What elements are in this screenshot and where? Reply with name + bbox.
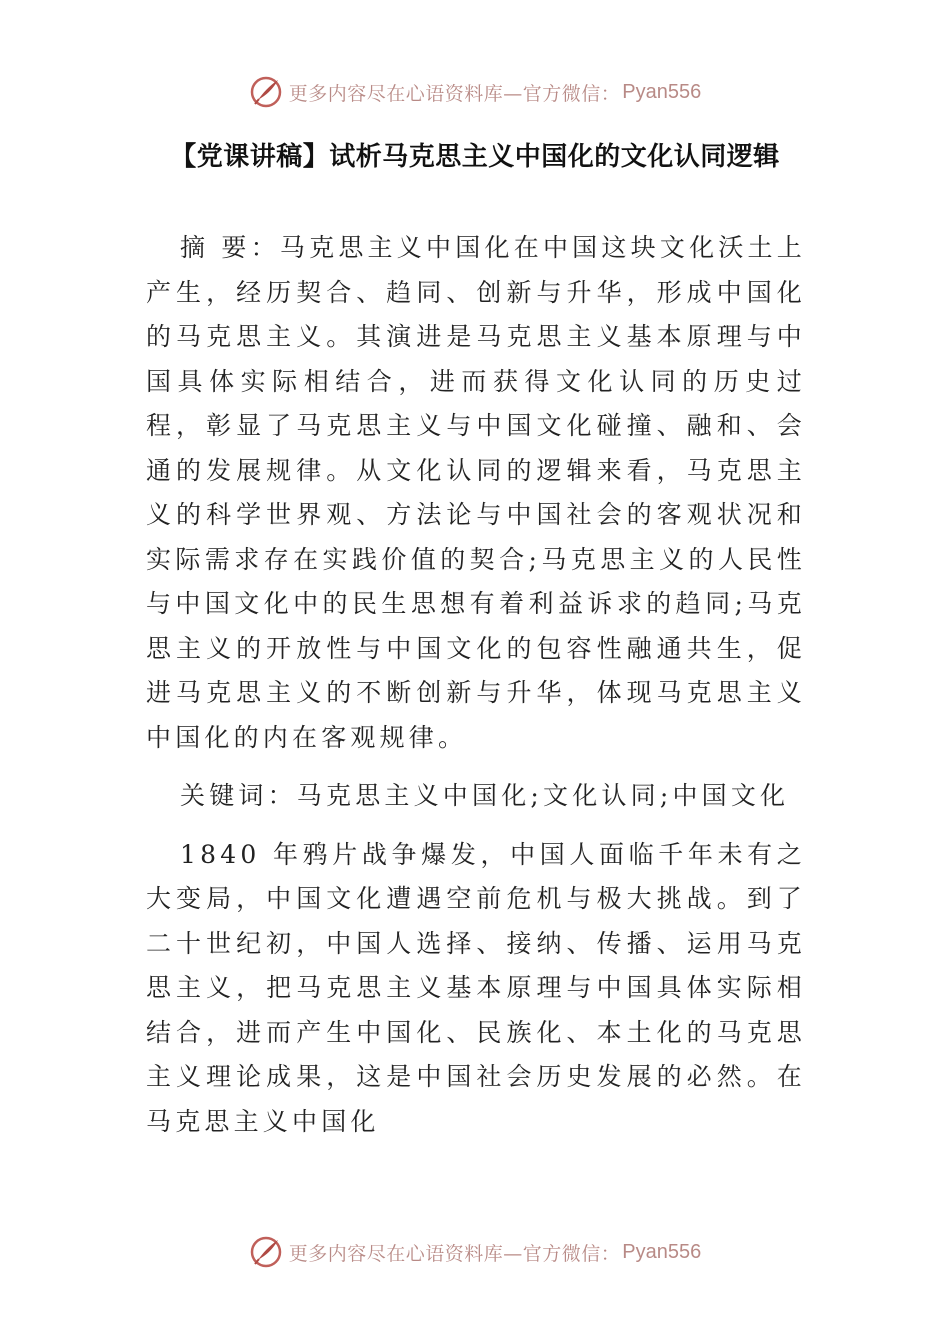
body-paragraph: 1840 年鸦片战争爆发，中国人面临千年未有之大变局，中国文化遭遇空前危机与极大挑战。到了二十世纪初，中国人选择、接纳、传播、运用马克思主义，把马克思主义基本原理与中国具体实际相结合，进而产生中国化、民族化、本土化的马克思主义理论成果，这是中国社会历史发展的必然。在马克思主义中国化 bbox=[146, 839, 806, 1136]
abstract-paragraph: 摘 要：马克思主义中国化在中国这块文化沃土上产生，经历契合、趋同、创新与升华，形成中国化的马克思主义。其演进是马克思主义基本原理与中国具体实际相结合，进而获得文化认同的历史过程，彰显了马克思主义与中国文化碰撞、融和、会通的发展规律。从文化认同的逻辑来看，马克思主义的科学世界观、方法论与中国社会的客观状况和实际需求存在实践价值的契合;马克思主义的人民性与中国文化中的民生思想有着利益诉求的趋同;马克思主义的开放性与中国文化的包容性融通共生，促进马克思主义的不断创新与升华，体现马克思主义中国化的内在客观规律。 bbox=[146, 233, 806, 752]
quill-logo-icon bbox=[249, 1235, 283, 1269]
document-title: 【党课讲稿】试析马克思主义中国化的文化认同逻辑 bbox=[170, 142, 780, 172]
keywords-paragraph: 关键词：马克思主义中国化;文化认同;中国文化 bbox=[180, 781, 790, 810]
watermark-text: 更多内容尽在心语资料库—官方微信： bbox=[288, 1242, 621, 1265]
document-body bbox=[146, 226, 806, 1144]
quill-logo-icon bbox=[249, 75, 283, 109]
watermark-text: 更多内容尽在心语资料库—官方微信： bbox=[288, 82, 621, 105]
watermark-wechat-id: Pyan556 bbox=[622, 80, 702, 103]
footer-watermark bbox=[0, 1232, 950, 1272]
watermark-wechat-id: Pyan556 bbox=[622, 1240, 702, 1263]
header-watermark bbox=[0, 72, 950, 112]
